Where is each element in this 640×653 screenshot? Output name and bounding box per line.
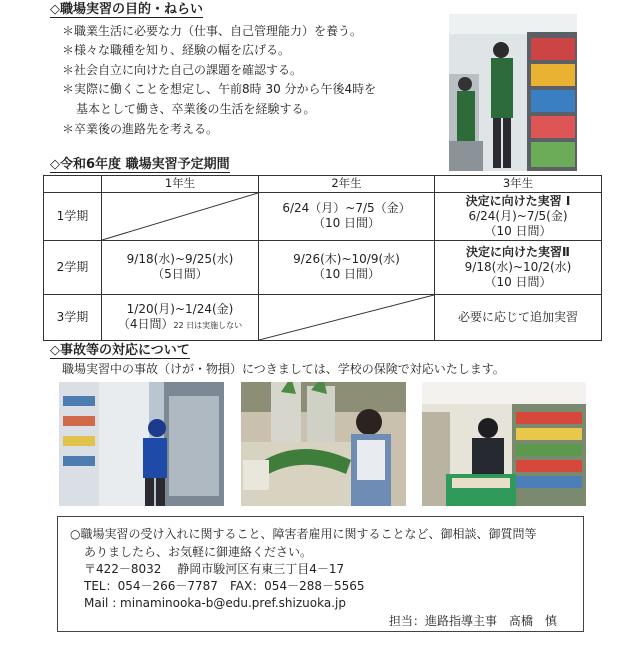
days-count: （5日間） — [152, 267, 208, 282]
date-range: 9/18(水)~10/2(水) — [464, 259, 572, 274]
term2-year3-cell — [435, 240, 602, 294]
aim-item-2: ＊様々な職種を知り、経験の幅を広げる。 — [62, 43, 291, 57]
term-label: 3学期 — [44, 295, 102, 341]
supermarket-aisle-photo — [422, 382, 586, 506]
aim-item-1: ＊職業生活に必要な力（仕事、自己管理能力）を養う。 — [62, 24, 363, 38]
stocking-shelves-photo — [59, 382, 224, 506]
store-shelving-photo — [449, 14, 577, 171]
aim-item-5: ＊卒業後の進路先を考える。 — [62, 122, 219, 136]
header-year-1: 1年生 — [102, 176, 259, 193]
date-range: 9/18(水)~9/25(水) — [126, 252, 234, 267]
schedule-table — [43, 175, 602, 341]
empty-diagonal-cell — [102, 192, 259, 240]
contact-intro-line1: ○職場実習の受け入れに関すること、障害者雇用に関することなど、御相談、御質問等 — [70, 527, 537, 541]
header-year-3: 3年生 — [435, 176, 602, 193]
days-count: （10 日間） — [312, 267, 381, 282]
contact-email[interactable]: Mail : minaminooka-b@edu.pref.shizuoka.jp — [84, 596, 346, 610]
aim-item-3: ＊社会自立に向けた自己の課題を確認する。 — [62, 63, 303, 77]
term1-year3-cell — [435, 192, 602, 240]
practice-title: 決定に向けた実習Ⅱ — [466, 244, 570, 259]
header-year-2: 2年生 — [259, 176, 435, 193]
term3-year3-cell: 必要に応じて追加実習 — [435, 295, 602, 341]
aim-item-4-continued: 基本として働き、卒業後の生活を経験する。 — [76, 102, 316, 116]
date-range: 6/24(月)~7/5(金) — [468, 208, 568, 223]
days-count: （10 日間） — [484, 274, 552, 289]
contact-box — [57, 516, 584, 632]
term2-year1-cell — [102, 240, 259, 294]
empty-diagonal-cell — [259, 295, 435, 341]
term-label: 2学期 — [44, 240, 102, 294]
term1-year2-cell — [259, 192, 435, 240]
flower-work-photo — [241, 382, 406, 506]
accident-heading: ◇事故等の対応について — [50, 343, 190, 358]
aim-item-4: ＊実際に働くことを想定し、午前8時 30 分から午後4時を — [62, 82, 377, 96]
contact-person: 担当：進路指導主事 髙橋 慎 — [389, 614, 558, 628]
term3-year1-cell — [102, 295, 259, 341]
table-row — [44, 240, 602, 294]
term2-year2-cell — [259, 240, 435, 294]
header-corner — [44, 176, 102, 193]
date-range: 1/20(月)~1/24(金) — [126, 302, 234, 317]
table-row — [44, 192, 602, 240]
exception-note: 22 日は実施しない — [173, 321, 243, 331]
date-range: 9/26(木)~10/9(水) — [293, 252, 400, 267]
contact-phone-fax: TEL：054－266－7787 FAX：054－288－5565 — [84, 579, 365, 593]
table-row — [44, 295, 602, 341]
contact-address: 〒422－8032 静岡市駿河区有東三丁目4－17 — [84, 562, 345, 576]
days-count: （10 日間） — [312, 216, 381, 231]
table-header-row — [44, 176, 602, 193]
days-count: （4日間） — [117, 317, 174, 332]
accident-text: 職場実習中の事故（けが・物損）につきましては、学校の保険で対応いたします。 — [62, 362, 505, 376]
date-range: 6/24（月）~7/5（金） — [282, 201, 411, 216]
days-count-with-note — [102, 317, 258, 333]
aims-heading: ◇職場実習の目的・ねらい — [50, 2, 203, 17]
term-label: 1学期 — [44, 192, 102, 240]
contact-intro-line2: ありましたら、お気軽に御連絡ください。 — [84, 545, 313, 559]
practice-title: 決定に向けた実習 Ⅰ — [465, 193, 571, 208]
schedule-heading: ◇令和6年度 職場実習予定期間 — [50, 157, 230, 172]
days-count: （10 日間） — [484, 223, 552, 238]
